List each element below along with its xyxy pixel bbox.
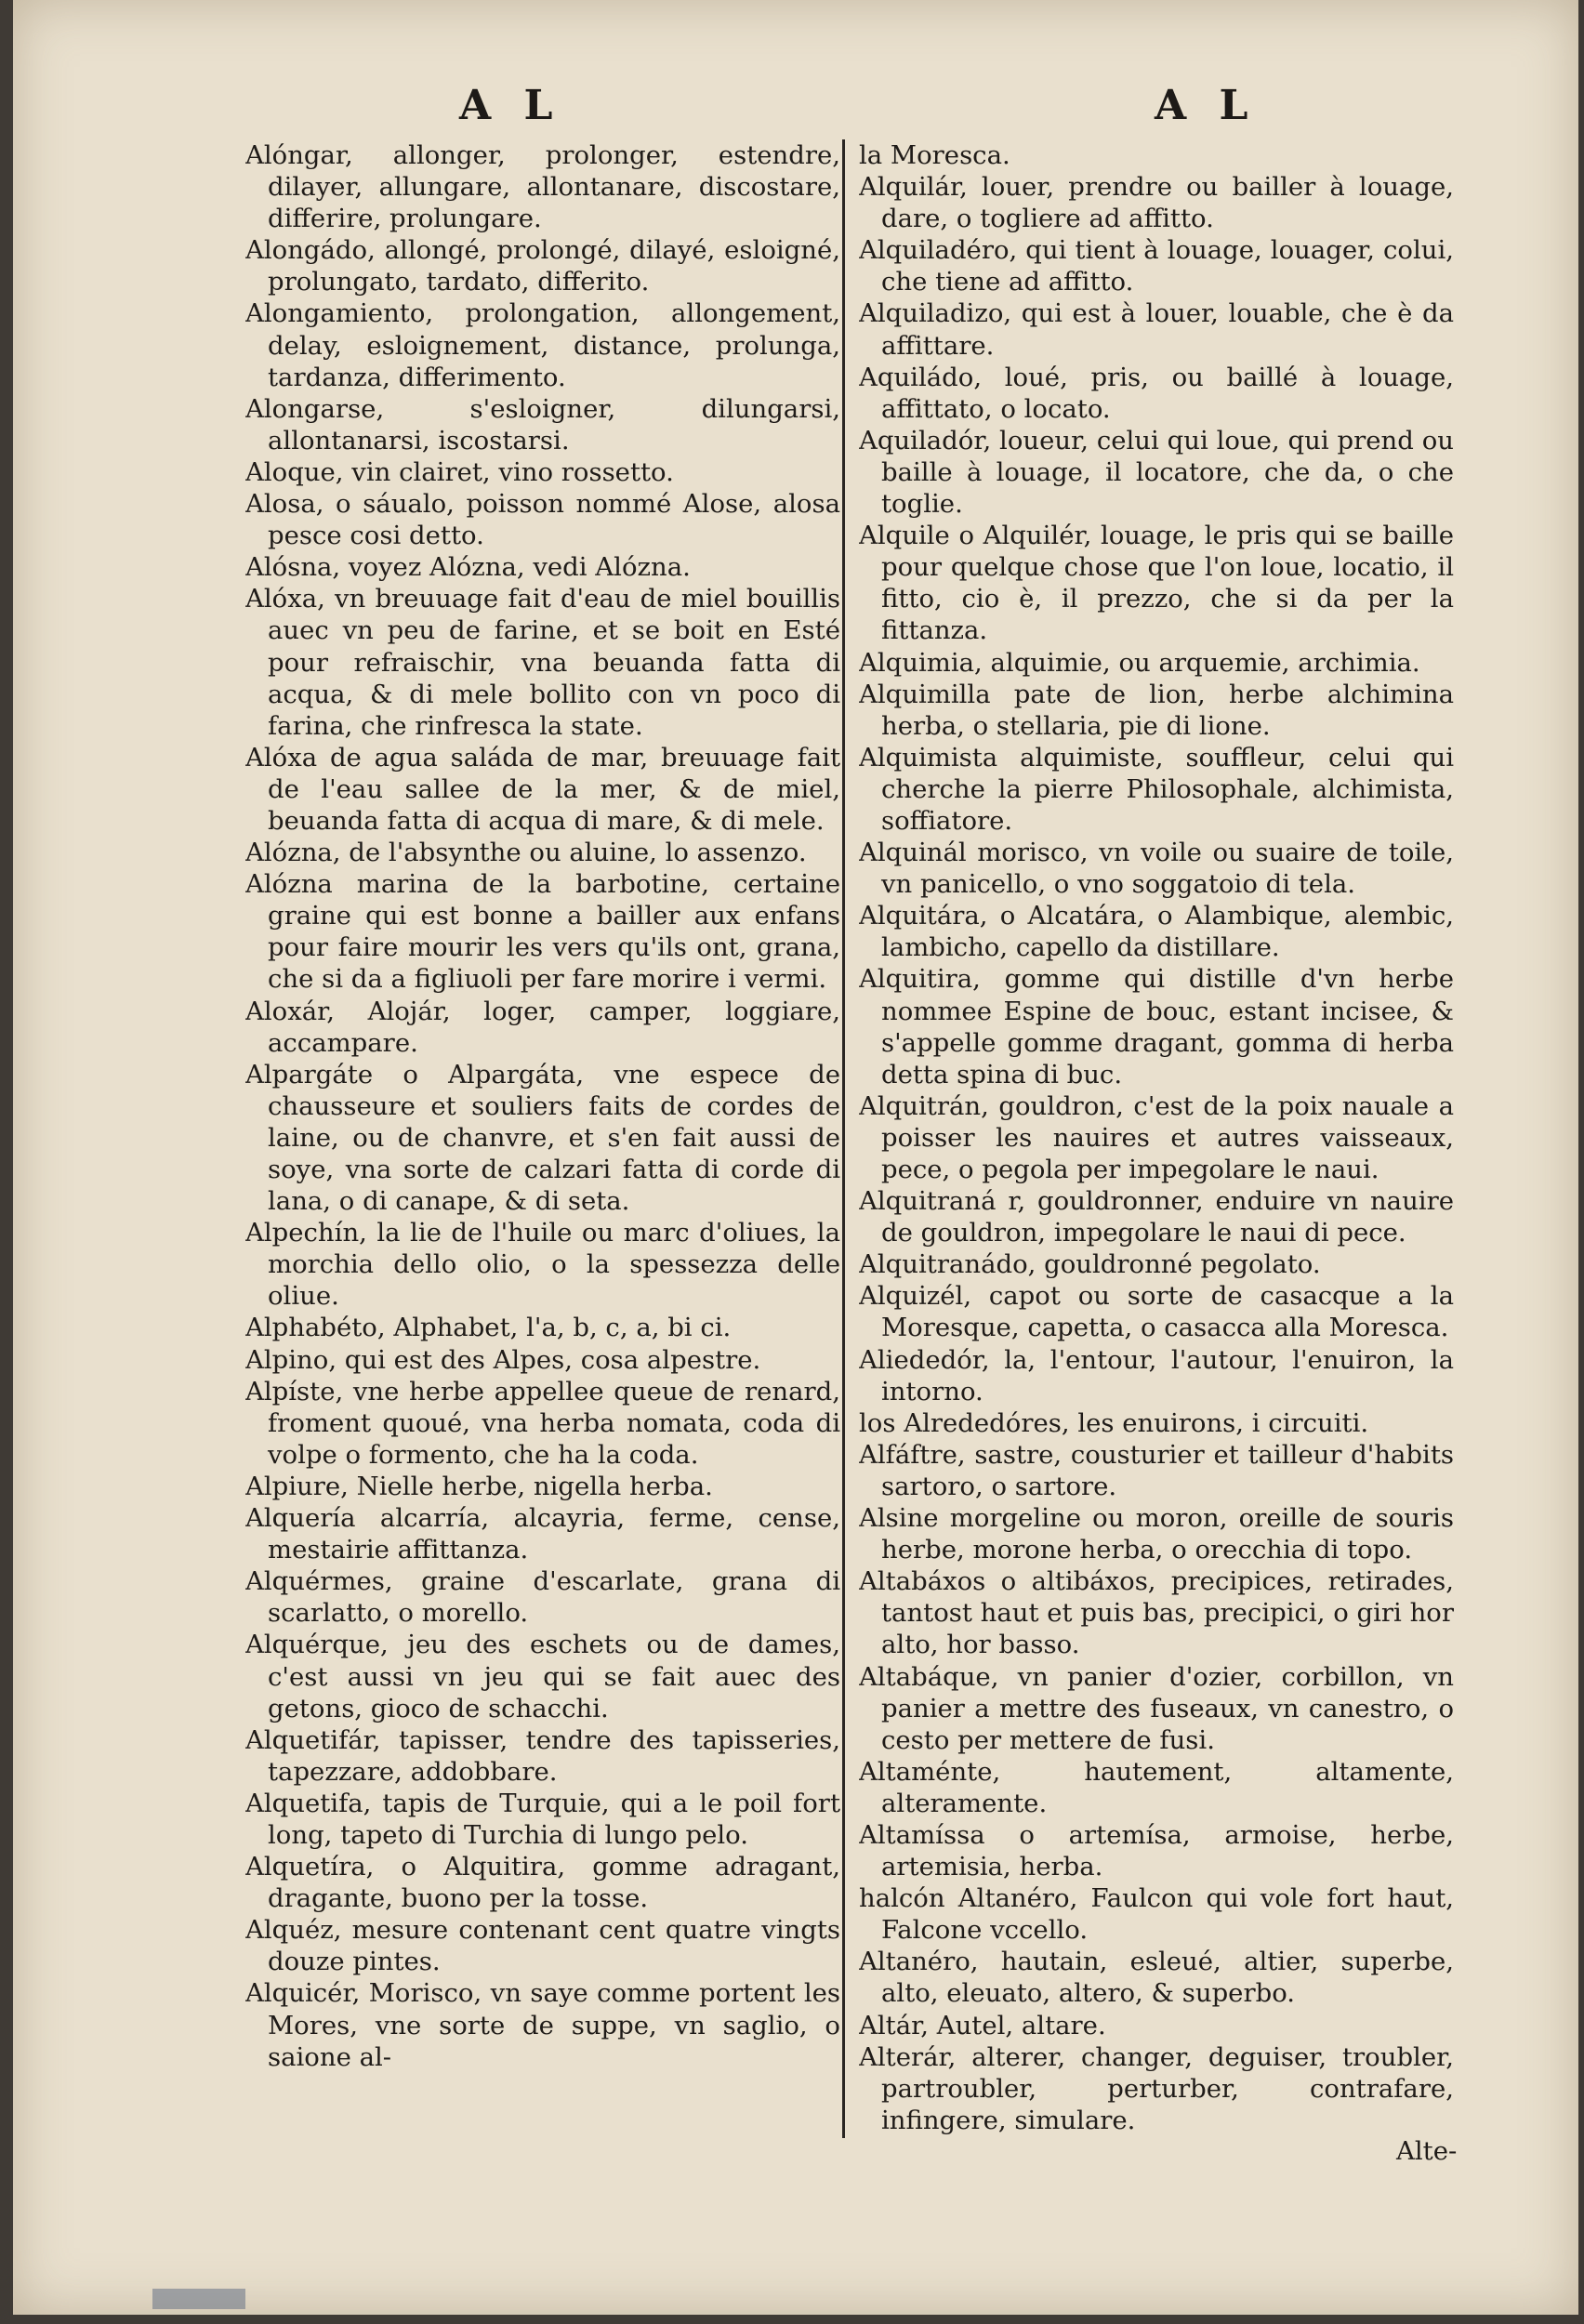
dictionary-entry: Alquetíra, o Alquitira, gomme adragant, dragante, buono per la tosse. [245,1852,840,1914]
dictionary-entry: la Moresca. [859,140,1010,170]
dictionary-entry: Alquizél, capot ou sorte de casacque a la Moresque, capetta, o casacca alla Moresca. [859,1281,1454,1343]
header-right: A L [1155,82,1258,129]
dictionary-entry: Alquéz, mesure contenant cent quatre vingts douze pintes. [245,1915,840,1977]
dictionary-entry: Alquitira, gomme qui distille d'vn herbe nommee Espine de bouc, estant incisee, & s'appelle gomme dragant, gomma di herba detta spina di buc. [859,964,1454,1089]
column-divider [842,139,845,2138]
dictionary-entry: Altanéro, hautain, esleué, altier, superbe, alto, eleuato, altero, & superbo. [859,1947,1454,2009]
dictionary-entry: Alpargáte o Alpargáta, vne espece de chausseure et souliers faits de cordes de laine, ou de chanvre, et s'en fait aussi de soye, vna sorte de calzari fatta di corde di lana, o di canape, & di seta. [245,1059,840,1217]
dictionary-entry: los Alrededóres, les enuirons, i circuiti. [859,1407,1369,1438]
dictionary-entry: Alpiure, Nielle herbe, nigella herba. [245,1471,713,1501]
dictionary-entry: Aquiládo, loué, pris, ou baillé à louage, affittato, o locato. [859,362,1454,424]
dictionary-entry: Alquitraná r, gouldronner, enduire vn nauire de gouldron, impegolare le naui di pece. [859,1186,1454,1248]
dictionary-entry: Alquitrán, gouldron, c'est de la poix nauale a poisser les nauires et autres vaisseaux, pece, o pegola per impegolare le naui. [859,1090,1454,1184]
left-column [245,139,840,2147]
dictionary-entry: Alquería alcarría, alcayria, ferme, cense, mestairie affittanza. [245,1503,840,1565]
dictionary-entry: Altaménte, hautement, altamente, alteramente. [859,1756,1454,1818]
dictionary-entry: Alphabéto, Alphabet, l'a, b, c, a, bi ci. [245,1313,732,1343]
dictionary-entry: Altár, Autel, altare. [859,2010,1106,2040]
dictionary-entry: Alquitranádo, gouldronné pegolato. [859,1249,1321,1280]
dictionary-entry: Aloque, vin clairet, vino rossetto. [245,456,674,487]
dictionary-entry: Alosa, o sáualo, poisson nommé Alose, alosa pesce cosi detto. [245,489,840,551]
dictionary-page [13,0,1578,2315]
dictionary-entry: Alquimilla pate de lion, herbe alchimina herba, o stellaria, pie di lione. [859,679,1454,741]
right-column [859,139,1454,2147]
dictionary-entry: Alquetifár, tapisser, tendre des tapisseries, tapezzare, addobbare. [245,1724,840,1787]
dictionary-entry: halcón Altanéro, Faulcon qui vole fort haut, Falcone vccello. [859,1883,1454,1946]
dictionary-entry: Alpechín, la lie de l'huile ou marc d'oliues, la morchia dello olio, o la spessezza delle oliue. [245,1218,840,1312]
dictionary-entry: Altabáque, vn panier d'ozier, corbillon, vn panier a mettre des fuseaux, vn canestro, o cesto per mettere de fusi. [859,1661,1454,1755]
dictionary-entry: Alquérque, jeu des eschets ou de dames, c'est aussi vn jeu qui se fait auec des getons, gioco de schacchi. [245,1630,840,1723]
dictionary-entry: Alquérmes, graine d'escarlate, grana di scarlatto, o morello. [245,1566,840,1629]
dictionary-entry: Alquimia, alquimie, ou arquemie, archimia. [859,647,1420,678]
dictionary-entry: Alongarse, s'esloigner, dilungarsi, allontanarsi, iscostarsi. [245,393,840,456]
dictionary-entry: Alósna, voyez Alózna, vedi Alózna. [245,552,691,583]
dictionary-entry: Alóxa de agua saláda de mar, breuuage fait de l'eau sallee de la mer, & de miel, beuanda fatta di acqua di mare, & di mele. [245,742,840,836]
dictionary-entry: Alpino, qui est des Alpes, cosa alpestre. [245,1344,761,1375]
dictionary-entry: Altabáxos o altibáxos, precipices, retirades, tantost haut et puis bas, precipici, o giri hor alto, hor basso. [859,1566,1454,1660]
dictionary-entry: Aloxár, Alojár, loger, camper, loggiare, accampare. [245,996,840,1058]
dictionary-entry: Altamíssa o artemísa, armoise, herbe, artemisia, herba. [859,1819,1454,1882]
dictionary-entry: Alquinál morisco, vn voile ou suaire de toile, vn panicello, o vno soggatoio di tela. [859,838,1454,900]
dictionary-entry: Alongamiento, prolongation, allongement, delay, esloignement, distance, prolunga, tardanza, differimento. [245,298,840,392]
dictionary-entry: Alongádo, allongé, prolongé, dilayé, esloigné, prolungato, tardato, differito. [245,235,840,297]
page-edge-strip [152,2289,245,2309]
dictionary-entry: Alquile o Alquilér, louage, le pris qui se baille pour quelque chose que l'on loue, locatio, il fitto, cio è, il prezzo, che si da per la fittanza. [859,521,1454,646]
dictionary-entry: Alquiladéro, qui tient à louage, louager, colui, che tiene ad affitto. [859,235,1454,297]
dictionary-entry: Alóxa, vn breuuage fait d'eau de miel bouillis auec vn peu de farine, et se boit en Esté pour refraischir, vna beuanda fatta di acqua, & di mele bollito con vn poco di farina, che rinfresca la state. [245,584,840,741]
dictionary-entry: Alsine morgeline ou moron, oreille de souris herbe, morone herba, o orecchia di topo. [859,1503,1454,1565]
dictionary-entry: Alquilár, louer, prendre ou bailler à louage, dare, o togliere ad affitto. [859,172,1454,234]
dictionary-entry: Alóngar, allonger, prolonger, estendre, dilayer, allungare, allontanare, discostare, differire, prolungare. [245,140,840,234]
dictionary-entry: Alquitára, o Alcatára, o Alambique, alembic, lambicho, capello da distillare. [859,901,1454,963]
dictionary-entry: Alózna marina de la barbotine, certaine graine qui est bonne a bailler aux enfans pour faire mourir les vers qu'ils ont, grana, che si da a figliuoli per fare morire i vermi. [245,869,840,995]
dictionary-entry: Alquiladizo, qui est à louer, louable, che è da affittare. [859,298,1454,361]
dictionary-entry: Aliededór, la, l'entour, l'autour, l'enuiron, la intorno. [859,1344,1454,1406]
dictionary-entry: Alózna, de l'absynthe ou aluine, lo assenzo. [245,838,807,868]
dictionary-entry: Alquimista alquimiste, souffleur, celui qui cherche la pierre Philosophale, alchimista, soffiatore. [859,742,1454,836]
catchword: Alte- [1396,2136,1458,2166]
dictionary-entry: Alfáftre, sastre, cousturier et tailleur d'habits sartoro, o sartore. [859,1439,1454,1501]
dictionary-entry: Alpíste, vne herbe appellee queue de renard, froment quoué, vna herba nomata, coda di volpe o formento, che ha la coda. [245,1376,840,1470]
dictionary-entry: Aquiladór, loueur, celui qui loue, qui prend ou baille à louage, il locatore, che da, o che toglie. [859,425,1454,520]
header-left: A L [459,82,562,129]
dictionary-entry: Alquicér, Morisco, vn saye comme portent les Mores, vne sorte de suppe, vn saglio, o saione al- [245,1978,840,2072]
dictionary-entry: Alquetifa, tapis de Turquie, qui a le poil fort long, tapeto di Turchia di lungo pelo. [245,1788,840,1850]
dictionary-entry: Alterár, alterer, changer, deguiser, troubler, partroubler, perturber, contrafare, infingere, simulare. [859,2041,1454,2135]
